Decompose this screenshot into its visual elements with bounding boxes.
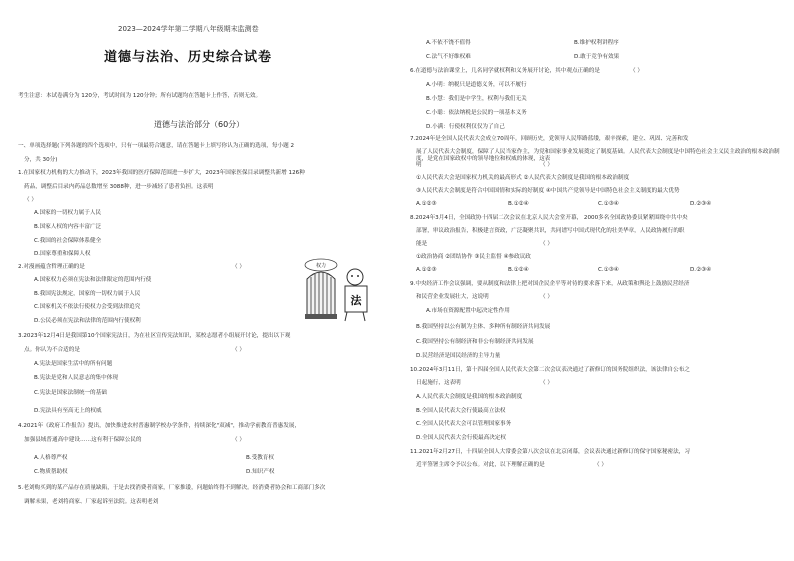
question-stem: 部署，审议政治报告，积极建言资政，广泛凝聚共识，共同谱写中国式现代化的壮美华章，人民政协履行的职: [416, 228, 685, 234]
option-a: A.人民代表大会制度是我国的根本政治制度: [416, 394, 523, 400]
question-stem: 2.对漫画蕴含哲理正确的是: [18, 264, 85, 270]
option-a: A.不依不饶不值得: [426, 40, 471, 46]
section-title: 道德与法治部分（60分）: [154, 120, 245, 129]
option-d: D.民营经济是国民经济的主导力量: [416, 353, 501, 359]
answer-paren: （ ）: [540, 162, 553, 168]
option-a: A.小明：纳税只是道德义务，可以不履行: [426, 82, 527, 88]
option-d: D.国家尊重和保障人权: [34, 251, 91, 257]
answer-paren: （ ）: [232, 264, 245, 270]
answer-paren: （ ）: [232, 437, 245, 443]
option-c: C.①③④: [598, 267, 619, 273]
question-stem: 3.2023年12月4日是我国第10个国家宪法日，为在社区宣传宪法知识，某校志愿者小组展开讨论，提出以下观: [18, 333, 291, 339]
option-a: A.①②③: [416, 201, 437, 207]
option-c: C.小聪：依法纳税是公民的一项基本义务: [426, 110, 527, 116]
question-stem: 药品，调整后目录内药品总数增至 3088种，进一步减轻了患者负担。这表明: [24, 184, 214, 190]
option-b: B.①②④: [508, 201, 529, 207]
option-d: D.宪法具有至高无上的权威: [34, 408, 102, 414]
option-c: C.我国的社会保障体系健全: [34, 238, 102, 244]
statement-list: ①政治协商 ②团结协作 ③民主监督 ④参政议政: [416, 254, 531, 260]
answer-paren: （ ）: [630, 68, 643, 74]
option-b: B.全国人民代表大会行使最高立法权: [416, 408, 506, 414]
option-b: B.我国坚持以公有制为主体、多种所有制经济共同发展: [416, 324, 551, 330]
answer-paren: （ ）: [540, 241, 553, 247]
option-a: A.市场在资源配置中起决定性作用: [426, 308, 510, 314]
question-stem: 4.2021年《政府工作报告》提出，加快推进农村普惠制学校办学条件，持续深化"双减"，推动学前教育普惠发展，: [18, 423, 301, 429]
question-stem: 7.2024年是全国人民代表大会成立70周年。回顾历史，党领导人民筚路蓝缕，艰辛探索，建立、巩固、完善和发: [410, 136, 689, 142]
option-b: B.维护权利讲程序: [574, 40, 619, 46]
option-d: D.知识产权: [246, 469, 275, 475]
option-d: D.敢于竞争有效果: [574, 54, 620, 60]
option-b: B.①②④: [508, 267, 529, 273]
exam-header: 2023—2024学年第二学期八年级期末监测卷: [118, 25, 259, 33]
option-b: B.受教育权: [246, 455, 274, 461]
cartoon-tag-label: 法: [350, 294, 362, 307]
exam-notice: 考生注意：本试卷满分为 120分，考试时间为 120分钟；所有试题均在答题卡上作答，否则无效。: [18, 93, 262, 99]
answer-paren: （ ）: [540, 380, 553, 386]
question-stem: 近平签署主席令予以公布。对此，以下理解正确的是: [416, 462, 545, 468]
option-c: C.①③④: [598, 201, 619, 207]
question-stem: 调解未果，老刘将商家、厂家起诉至法院。这表明老刘: [24, 499, 159, 505]
question-stem: 和民营企业发展壮大，这说明: [416, 294, 489, 300]
answer-paren: （ ）: [594, 462, 607, 468]
question-stem: 加强县域普通高中建设……这有利于保障公民的: [24, 437, 142, 443]
option-a: A.①②③: [416, 267, 437, 273]
option-a: A.国家权力必须在宪法和法律限定的范围内行使: [34, 277, 152, 283]
option-a: A.宪法是国家生活中的所有问题: [34, 361, 113, 367]
option-c: C.物质帮助权: [34, 469, 68, 475]
option-b: B.国家人权的内容丰富广泛: [34, 224, 102, 230]
answer-paren: （ ）: [24, 197, 37, 203]
option-c: C.法气不好维权难: [426, 54, 471, 60]
option-d: D.小满：行使权利仅仅为了自己: [426, 124, 505, 130]
option-d: D.全国人民代表大会行使最高决定权: [416, 435, 506, 441]
instructions-line-1: 一、单项选择题(下列各题的四个选项中，只有一项最符合题意，请在答题卡上填写你认为正确的选项，每小题 2: [18, 143, 295, 149]
option-c: C.宪法是国家法制统一的基础: [34, 390, 107, 396]
question-stem: 点。你认为不合适的是: [24, 347, 80, 353]
question-stem: 11.2021年2月27日，十四届全国人大常委会第八次会议在北京闭幕，会议表决通过新修订的保守国家秘密法，习: [410, 449, 690, 455]
option-a: A.人格尊严权: [34, 455, 68, 461]
question-stem: 能是: [416, 241, 428, 247]
option-b: B.我国宪法规定，国家的一切权力属于人民: [34, 291, 141, 297]
question-stem: 8.2024年3月4日，全国政协十四届二次会议在北京人民大会堂开幕， 2000多名全国政协委员紧紧围绕中共中央: [410, 215, 688, 221]
question-stem: 10.2024年3月11日，第十四届全国人民代表大会第二次会议表决通过了新修订的国务院组织法，该法律自公布之: [410, 367, 690, 373]
option-c: C.全国人民代表大会可以管理国家事务: [416, 421, 512, 427]
option-d: D.②③④: [690, 267, 712, 273]
option-a: A.国家的一切权力属于人民: [34, 210, 102, 216]
cartoon-cage-label: 权力: [315, 263, 327, 269]
option-b: B.宪法是党和人民意志的集中体现: [34, 375, 118, 381]
statement-3-4: ③人民代表大会制度是符合中国国情和实际的好制度 ④中国共产党领导是中国特色社会主义制度的最大优势: [416, 188, 680, 194]
option-b: B.小慧：我们是中学生，权利与我们无关: [426, 96, 527, 102]
cartoon-illustration: [301, 257, 371, 322]
question-stem: 5.老刘购买到的某产品存在质量缺陷，于是去找消费者商家，厂家推诿，问题始终得不到解决。经消费者协会和工商部门多次: [18, 485, 326, 491]
question-stem: 6.在道德与法治课堂上，几名同学就权利和义务展开讨论，其中观点正确的是: [410, 68, 600, 74]
question-stem: 9.中央经济工作会议强调，要从制度和法律上把对国企民企平等对待的要求落下来，从政策和舆论上鼓励民营经济: [410, 281, 690, 287]
option-c: C.国家机关不依法行使权力会受到法律追究: [34, 304, 141, 310]
question-stem: 日起施行，这表明: [416, 380, 461, 386]
statement-1-2: ①人民代表大会是国家权力机关的最高形式 ②人民代表大会制度是我国的根本政治制度: [416, 175, 630, 181]
exam-title: 道德与法治、历史综合试卷: [104, 50, 273, 65]
answer-paren: （ ）: [540, 294, 553, 300]
question-stem: 明: [416, 162, 422, 168]
instructions-line-2: 分，共 30分): [24, 157, 58, 163]
option-d: D.公民必须在宪法和法律的范围内行使权利: [34, 318, 141, 324]
answer-paren: （ ）: [232, 347, 245, 353]
option-c: C.我国坚持公有制经济和非公有制经济共同发展: [416, 339, 534, 345]
option-d: D.②③④: [690, 201, 712, 207]
question-stem: 1.在国家权力机构的大力推动下，2023年我国的医疗保障范围进一步扩大，2023年国家医保目录调整共新增 126种: [18, 170, 305, 176]
question-stem: 展了人民代表大会制度，保障了人民当家作主，为党和国家事业发展奠定了制度基础。人民代表大会制度是中国特色社会主义民主政治的根本政治制度，是党在国家政权中的领导地位和权威的体现，这表: [416, 149, 780, 162]
